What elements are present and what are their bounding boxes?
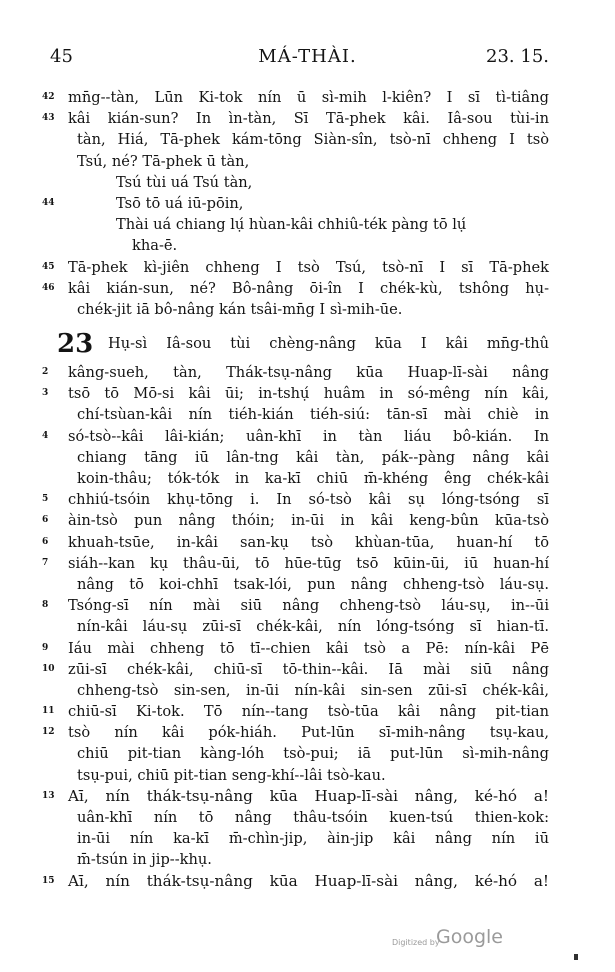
verse-number: 4 [42,430,49,441]
text-line [0,722,615,743]
scripture-text [0,87,615,892]
text-line [0,553,615,574]
text-line [0,193,615,214]
running-header [0,46,615,72]
line-text: Tsú, né? Tā-phek ū tàn, [77,152,250,170]
verse-number: 5 [42,494,49,505]
text-line [0,235,615,256]
line-text: àin-tsò pun nâng thóin; in-ūi in kâi keng-bûn kūa-tsò [68,512,549,530]
line-text: chiū-sī Ki-tok. Tō nín--tang tsò-tūa kâi nâng pit-tian [68,703,549,721]
line-text: Aī, nín thák-tsụ-nâng kūa Huap-lī-sài nâng, ké-hó a! [68,871,549,890]
line-text: chí-tsùan-kâi nín tiéh-kián tiéh-siú: tān-sī mài chiè in [77,406,549,424]
verse-number: 6 [42,515,49,526]
line-text: khuah-tsūe, in-kâi san-kụ tsò khùan-tūa, huan-hí tō [68,533,549,551]
verse-number: 13 [42,790,55,801]
line-text: uân-khī nín tō nâng thâu-tsóin kuen-tsú thien-kok: [77,809,549,826]
line-text: chhiú-tsóin khụ-tōng i. In só-tsò kâi sụ lóng-tsóng sī [68,491,549,509]
line-text: Tsō tō uá iū-pōin, [116,194,244,212]
verse-number: 7 [42,557,49,568]
line-text: chiang tāng iū lân-tng kâi tàn, pák--pàng nâng kâi [77,448,549,466]
text-line [0,574,615,595]
verse-number: 42 [42,92,55,102]
line-text: kâng-sueh, tàn, Thák-tsụ-nâng kūa Huap-lī-sài nâng [68,364,549,382]
digitization-watermark [392,924,512,952]
text-line [0,765,615,786]
line-text: kha-ē. [132,237,178,255]
verse-number: 6 [42,536,49,547]
verse-number: 45 [42,261,55,272]
chapter-23-verses [0,362,615,892]
text-line [0,257,615,278]
line-text: Thài uá chiang lụ́ hùan-kâi chhiû-ték pàng tō lụ́ [116,216,467,234]
text-line [0,214,615,235]
verse-number: 9 [42,642,49,653]
verse-number: 10 [42,663,55,674]
line-text: Tsú tùi uá Tsú tàn, [116,173,253,191]
chapter-verse-reference: 23. 15. [486,46,549,67]
text-line [0,616,615,637]
google-logo: Google [436,926,504,948]
page-corner-mark [574,954,578,960]
line-text: nín-kâi láu-sụ zūi-sī chék-kâi, nín lóng-tsóng sī hian-tī. [77,618,549,636]
line-text: tsō tō Mō-si kâi ūi; in-tshụ́ huâm in só-mêng nín kâi, [68,385,549,403]
verse-number: 2 [42,367,49,378]
text-line [0,299,615,320]
text-line [0,362,615,383]
text-line [0,828,615,849]
page-number: 45 [50,46,73,67]
text-line [0,172,615,193]
verse-number: 3 [42,388,49,399]
text-line [0,129,615,150]
text-line [0,659,615,680]
chapter-number: 23 [57,329,94,360]
line-text: koin-thâu; tók-tók in ka-kī chiū m̄-khéng êng chék-kâi [77,470,549,487]
chapter-22-ending [0,87,615,320]
line-text: Tā-phek kì-jiên chheng I tsò Tsú, tsò-nī I sī Tā-phek [68,258,549,276]
verse-number: 43 [42,113,55,124]
verse-number: 12 [42,727,55,738]
verse-number: 11 [42,706,55,717]
line-text: tàn, Hiá, Tā-phek kám-tōng Siàn-sîn, tsò-nī chheng I tsò [77,131,549,149]
line-text: siáh--kan kụ thâu-ūi, tō hūe-tūg tsō kūin-ūi, iū huan-hí [68,554,549,572]
book-title: MÁ-THÀI. [258,46,357,67]
text-line [0,532,615,553]
text-line [0,595,615,616]
line-text: zūi-sī chék-kâi, chiū-sī tō-thin--kâi. Iā mài siū nâng [68,660,549,678]
text-line [0,151,615,172]
line-text: mn̄g--tàn, Lūn Ki-tok nín ū sì-mih l-kiên? I sī tì-tiâng [68,89,549,106]
line-text: nâng tō koi-chhī tsak-lói, pun nâng chheng-tsò láu-sụ. [77,575,549,593]
text-line [0,680,615,701]
verse-number: 46 [42,282,55,293]
text-line [0,743,615,764]
text-line [0,404,615,425]
digitized-by-label: Digitized by [392,938,440,947]
text-line [0,786,615,807]
line-text: Aī, nín thák-tsụ-nâng kūa Huap-lī-sài nâng, ké-hó a! [68,786,549,805]
text-line [0,701,615,722]
line-text: chiū pit-tian kàng-lóh tsò-pui; iā put-lūn sì-mih-nâng [77,745,549,763]
verse-number: 8 [42,600,49,611]
line-text: chheng-tsò sin-sen, in-ūi nín-kâi sin-sen zūi-sī chék-kâi, [77,681,549,699]
chapter-first-line-text: Hụ-sì Iâ-sou tùi chèng-nâng kūa I kâi mn̄g-thû [108,335,549,353]
chapter-opening-line [0,326,615,362]
verse-number: 15 [42,875,55,886]
text-line [0,108,615,129]
line-text: Iáu mài chheng tō tī--chien kâi tsò a Pē: nín-kâi Pē [68,639,549,657]
line-text: kâi kián-sun, né? Bô-nâng ōi-în I chék-kù, tshông hụ- [68,279,549,297]
text-line [0,426,615,447]
verse-number: 44 [42,197,55,208]
line-text: chék-jit iā bô-nâng kán tsâi-mn̄g I sì-mih-ūe. [77,300,403,318]
line-text: tsò nín kâi pók-hiáh. Put-lūn sī-mih-nâng tsụ-kau, [68,724,549,742]
text-line [0,489,615,510]
text-line [0,447,615,468]
line-text: in-ūi nín ka-kī m̄-chìn-jip, àin-jip kâi nâng nín iū [77,830,549,848]
line-text: Tsóng-sī nín mài siū nâng chheng-tsò láu-sụ, in--ūi [68,597,549,615]
text-line [0,510,615,531]
text-line [0,383,615,404]
line-text: kâi kián-sun? In ìn-tàn, Sī Tā-phek kâi. Iâ-sou tùi-in [68,110,549,128]
text-line [0,871,615,892]
line-text: m̄-tsún in jip--khụ. [77,851,212,869]
text-line [0,807,615,828]
text-line [0,849,615,870]
text-line [0,278,615,299]
line-text: só-tsò--kâi lâi-kián; uân-khī in tàn liáu bô-kián. In [68,427,549,445]
text-line [0,87,615,108]
text-line [0,638,615,659]
line-text: tsụ-pui, chiū pit-tian seng-khí--lâi tsò-kau. [77,766,386,784]
text-line [0,468,615,489]
